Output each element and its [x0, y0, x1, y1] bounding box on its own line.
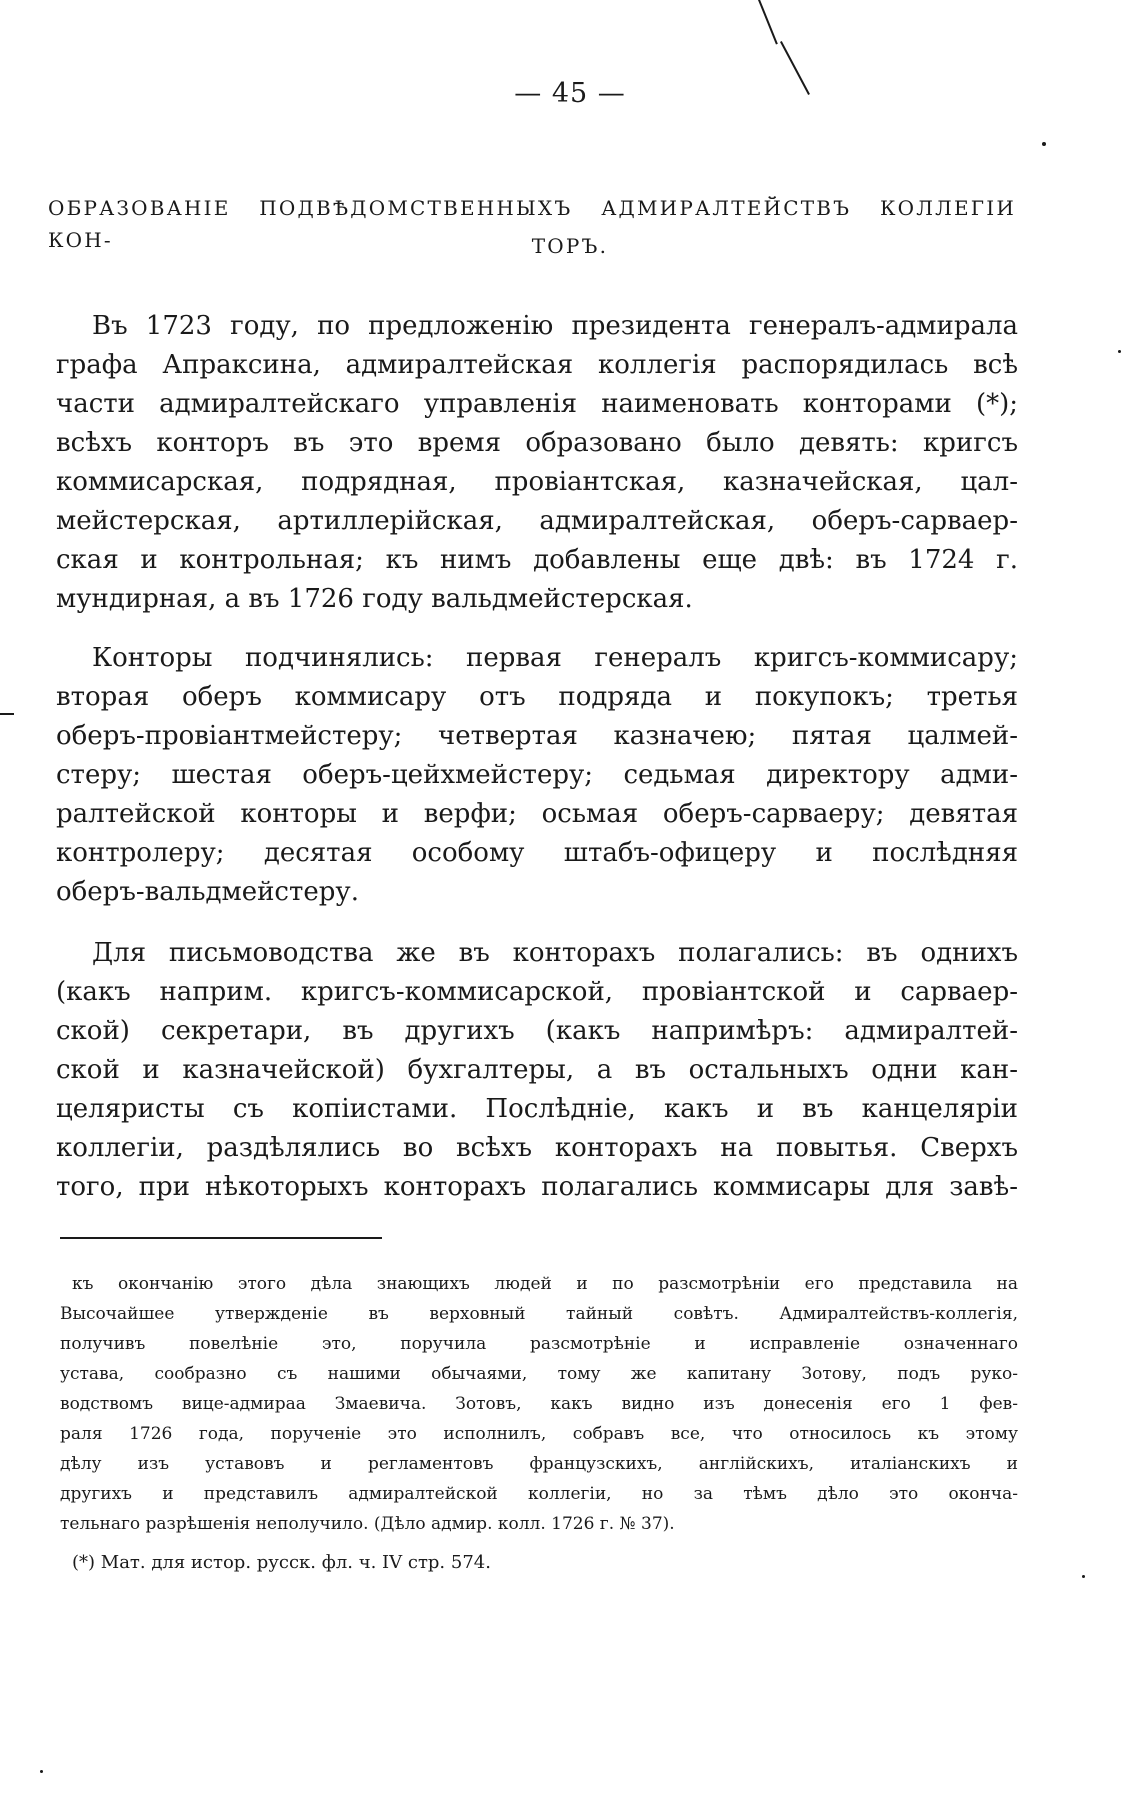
text-line: того, при нѣкоторыхъ конторахъ полагались коммисары для завѣ-	[56, 1172, 1018, 1202]
scan-artifact-dot	[1042, 142, 1046, 146]
text-line: контролеру; десятая особому штабъ-офицеру и послѣдняя	[56, 838, 1018, 868]
footnote-line: получивъ повелѣніе это, поручила разсмотрѣніе и исправленіе означеннаго	[60, 1334, 1018, 1354]
text-line: Конторы подчинялись: первая генералъ кригсъ-коммисару;	[92, 643, 1018, 673]
paragraph-3	[56, 934, 1018, 1207]
text-line: ская и контрольная; къ нимъ добавлены еще двѣ: въ 1724 г.	[56, 545, 1018, 575]
text-line: ралтейской конторы и верфи; осьмая оберъ-сарваеру; девятая	[56, 799, 1018, 829]
page-number: — 45 —	[514, 78, 626, 109]
text-line: мейстерская, артиллерійская, адмиралтейская, оберъ-сарваер-	[56, 506, 1018, 536]
text-line: оберъ-вальдмейстеру.	[56, 877, 359, 907]
footnote-continued	[60, 1269, 1018, 1539]
scan-artifact-dot	[1118, 350, 1121, 353]
text-line: мундирная, а въ 1726 году вальдмейстерская.	[56, 584, 693, 614]
text-line: ской) секретари, въ другихъ (какъ напримѣръ: адмиралтей-	[56, 1016, 1018, 1046]
paragraph-2	[56, 639, 1018, 912]
section-title-line-1: ОБРАЗОВАНІЕ ПОДВѢДОМСТВЕННЫХЪ АДМИРАЛТЕЙСТВЪ КОЛЛЕГІИ КОН-	[48, 196, 1016, 252]
text-line: стеру; шестая оберъ-цейхмейстеру; седьмая директору адми-	[56, 760, 1018, 790]
text-line: оберъ-провіантмейстеру; четвертая казначею; пятая цалмей-	[56, 721, 1018, 751]
footnote-line: Высочайшее утвержденіе въ верховный тайный совѣтъ. Адмиралтействъ-коллегія,	[60, 1304, 1018, 1324]
footnote-line: другихъ и представилъ адмиралтейской коллегіи, но за тѣмъ дѣло это оконча-	[60, 1484, 1018, 1504]
footnote-divider	[60, 1237, 382, 1239]
text-line: части адмиралтейскаго управленія наименовать конторами (*);	[56, 389, 1018, 419]
footnote-line: дѣлу изъ уставовъ и регламентовъ французскихъ, англійскихъ, италіанскихъ и	[60, 1454, 1018, 1474]
footnote-line: водствомъ вице-адмираа Змаевича. Зотовъ, какъ видно изъ донесенія его 1 фев-	[60, 1394, 1018, 1414]
scan-artifact-dash	[0, 713, 14, 715]
scan-artifact-stroke	[758, 0, 778, 45]
footnote-line: раля 1726 года, порученіе это исполнилъ, собравъ все, что относилось къ этому	[60, 1424, 1018, 1444]
scan-artifact-dot	[40, 1770, 43, 1773]
scan-artifact-dot	[1082, 1575, 1085, 1578]
text-line: коммисарская, подрядная, провіантская, казначейская, цал-	[56, 467, 1018, 497]
text-line: ской и казначейской) бухгалтеры, а въ остальныхъ одни кан-	[56, 1055, 1018, 1085]
footnote-reference: (*) Мат. для истор. русск. фл. ч. IV стр. 574.	[72, 1552, 491, 1573]
footnote-line: къ окончанію этого дѣла знающихъ людей и по разсмотрѣніи его представила на	[72, 1274, 1018, 1294]
text-line: всѣхъ конторъ въ это время образовано было девять: кригсъ	[56, 428, 1018, 458]
text-line: коллегіи, раздѣлялись во всѣхъ конторахъ на повытья. Сверхъ	[56, 1133, 1018, 1163]
text-line: целяристы съ копіистами. Послѣдніе, какъ и въ канцеляріи	[56, 1094, 1018, 1124]
paragraph-1	[56, 307, 1018, 619]
footnote-line: тельнаго разрѣшенія неполучило. (Дѣло адмир. колл. 1726 г. № 37).	[60, 1514, 675, 1534]
text-line: графа Апраксина, адмиралтейская коллегія распорядилась всѣ	[56, 350, 1018, 380]
text-line: (какъ наприм. кригсъ-коммисарской, провіантской и сарваер-	[56, 977, 1018, 1007]
section-title-line-2: ТОРЪ.	[531, 234, 609, 258]
text-line: Для письмоводства же въ конторахъ полагались: въ однихъ	[92, 938, 1018, 968]
footnote-line: устава, сообразно съ нашими обычаями, тому же капитану Зотову, подъ руко-	[60, 1364, 1018, 1384]
text-line: вторая оберъ коммисару отъ подряда и покупокъ; третья	[56, 682, 1018, 712]
text-line: Въ 1723 году, по предложенію президента генералъ-адмирала	[92, 311, 1018, 341]
